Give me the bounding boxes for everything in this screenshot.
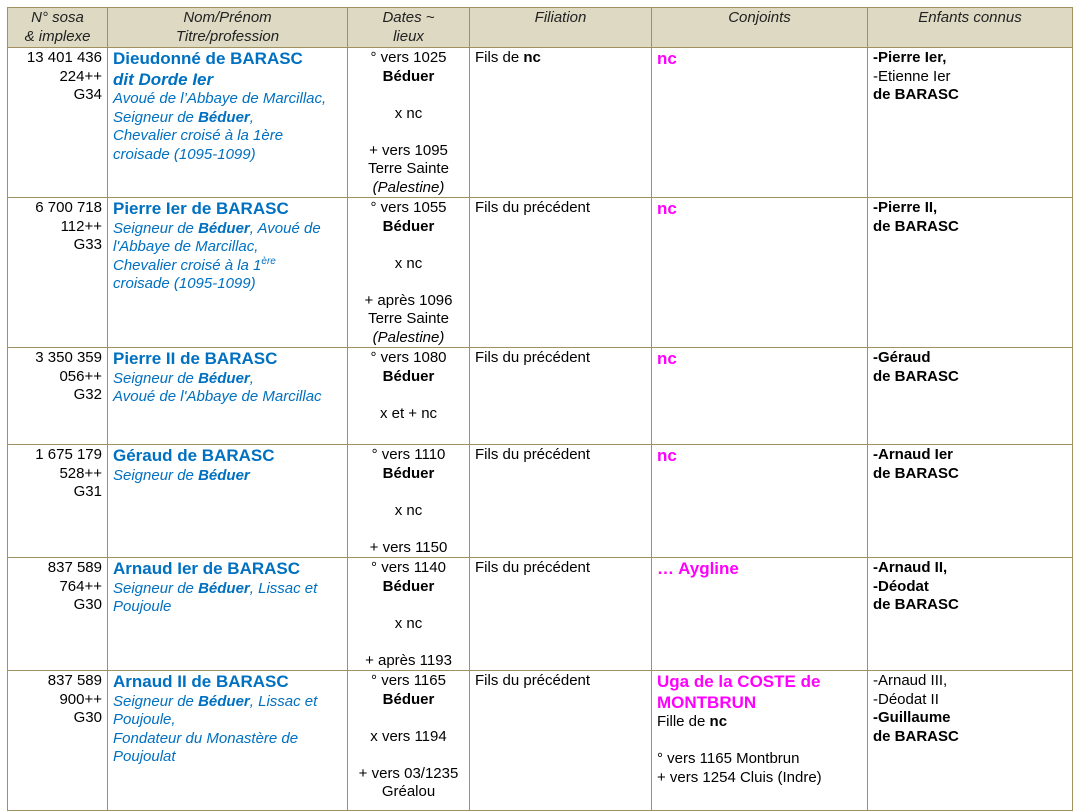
- conjoints-text: … Aygline: [657, 559, 739, 578]
- enfants-text: -Déodat II: [873, 690, 939, 708]
- dates-text: x nc: [394, 501, 423, 519]
- cell-sosa: [8, 671, 108, 811]
- dates-line: [353, 68, 464, 87]
- sosa-line: [13, 386, 102, 405]
- name-text: croisade (1095-1099): [113, 275, 256, 292]
- filiation-text: nc: [523, 49, 541, 66]
- name-text: , Avoué de: [249, 219, 321, 237]
- table-row: [8, 445, 1073, 558]
- dates-text: Béduer: [382, 577, 435, 595]
- sosa-line: [13, 559, 102, 578]
- conjoints-text: nc: [657, 349, 677, 368]
- dates-line: [353, 349, 464, 368]
- cell-conjoints: [652, 198, 868, 348]
- dates-line: [353, 329, 464, 348]
- conjoints-text: nc: [709, 713, 728, 730]
- dates-text: ° vers 1080: [370, 349, 447, 366]
- filiation-line: [475, 559, 646, 578]
- dates-line: [353, 368, 464, 387]
- sosa-text: G32: [73, 386, 102, 403]
- dates-line: [353, 652, 464, 671]
- header-name: [108, 8, 348, 48]
- dates-line: [353, 405, 464, 424]
- enfants-line: [873, 465, 1067, 484]
- name-text: Seigneur de: [113, 219, 199, 237]
- header-enfants-label: Enfants connus: [918, 9, 1022, 26]
- dates-text: Béduer: [382, 464, 435, 482]
- cell-sosa: [8, 558, 108, 671]
- enfants-text: -Pierre II,: [873, 199, 938, 216]
- header-name-line1: Nom/Prénom: [183, 9, 272, 26]
- dates-text: x nc: [394, 254, 423, 272]
- table-row: [8, 671, 1073, 811]
- dates-line: [353, 292, 464, 311]
- dates-line: [353, 728, 464, 747]
- enfants-line: [873, 349, 1067, 368]
- table-row: [8, 348, 1073, 445]
- header-conjoints: [652, 8, 868, 48]
- enfants-line: [873, 368, 1067, 387]
- conjoints-text: nc: [657, 446, 677, 465]
- cell-conjoints: [652, 445, 868, 558]
- dates-line: [353, 105, 464, 124]
- header-sosa-line1: N° sosa: [31, 9, 84, 26]
- enfants-text: -Arnaud III,: [873, 672, 948, 689]
- enfants-line: [873, 218, 1067, 237]
- cell-filiation: [470, 48, 652, 198]
- sosa-text: 3 350 359: [35, 349, 102, 366]
- dates-text: (Palestine): [372, 178, 445, 196]
- dates-line: [353, 49, 464, 68]
- dates-text: + après 1193: [365, 651, 452, 669]
- name-text: Poujoule,: [113, 711, 176, 728]
- dates-text: Béduer: [382, 67, 435, 85]
- sosa-text: 224++: [59, 67, 102, 85]
- enfants-text: de BARASC: [873, 727, 959, 745]
- name-text: ,: [249, 108, 254, 126]
- cell-enfants: [868, 445, 1073, 558]
- dates-line: [353, 633, 464, 652]
- dates-text: (Palestine): [372, 328, 445, 346]
- sosa-text: 837 589: [47, 559, 102, 576]
- sosa-text: 056++: [59, 367, 102, 385]
- name-text: Béduer: [198, 369, 250, 387]
- dates-text: ° vers 1025: [370, 49, 447, 66]
- cell-enfants: [868, 671, 1073, 811]
- dates-text: + vers 03/1235: [358, 764, 459, 782]
- sosa-line: [13, 709, 102, 728]
- name-line: [113, 711, 342, 730]
- name-line: [113, 238, 342, 257]
- sosa-text: 837 589: [47, 672, 102, 689]
- cell-sosa: [8, 48, 108, 198]
- enfants-text: de BARASC: [873, 86, 959, 103]
- dates-text: Terre Sainte: [368, 310, 449, 327]
- cell-name: [108, 445, 348, 558]
- table-row: [8, 198, 1073, 348]
- dates-text: + après 1096: [364, 291, 453, 309]
- header-dates-line1: Dates ~: [382, 9, 435, 26]
- cell-dates: [348, 671, 470, 811]
- name-line: [113, 672, 342, 693]
- conjoints-text: Fille de: [657, 713, 710, 730]
- header-filiation-label: Filiation: [534, 9, 587, 26]
- name-line: [113, 693, 342, 712]
- cell-dates: [348, 348, 470, 445]
- dates-text: x nc: [394, 104, 423, 122]
- conjoints-line: [657, 199, 862, 220]
- filiation-line: [475, 349, 646, 368]
- filiation-text: Fils du précédent: [475, 672, 591, 689]
- sosa-line: [13, 672, 102, 691]
- name-text: Seigneur de: [113, 692, 199, 710]
- header-dates: [348, 8, 470, 48]
- sosa-text: 13 401 436: [26, 49, 102, 66]
- name-text: Béduer: [198, 579, 250, 597]
- enfants-line: [873, 559, 1067, 578]
- name-line: [113, 446, 342, 467]
- name-text: l'Abbaye de Marcillac,: [113, 238, 259, 255]
- name-text: Pierre Ier de BARASC: [113, 199, 289, 218]
- name-line: [113, 467, 342, 486]
- sosa-line: [13, 596, 102, 615]
- name-line: [113, 70, 342, 91]
- conjoints-text: MONTBRUN: [657, 692, 757, 712]
- dates-line: [353, 691, 464, 710]
- dates-text: ° vers 1140: [371, 559, 446, 576]
- conjoints-line: [657, 713, 862, 732]
- table-body: [8, 48, 1073, 811]
- name-line: [113, 349, 342, 370]
- cell-conjoints: [652, 558, 868, 671]
- enfants-line: [873, 49, 1067, 68]
- conjoints-text: + vers 1254 Cluis (Indre): [657, 768, 822, 786]
- name-line: [113, 388, 342, 407]
- name-text: Poujoulat: [113, 748, 176, 765]
- name-text: Poujoule: [113, 598, 172, 615]
- name-line: [113, 127, 342, 146]
- name-line: [113, 598, 342, 617]
- dates-line: [353, 559, 464, 578]
- sosa-line: [13, 349, 102, 368]
- sosa-text: G31: [73, 483, 102, 500]
- dates-text: + vers 1095: [369, 141, 448, 159]
- name-line: [113, 199, 342, 220]
- conjoints-line: [657, 446, 862, 467]
- cell-dates: [348, 48, 470, 198]
- dates-line: [353, 709, 464, 728]
- name-line: [113, 220, 342, 239]
- dates-line: [353, 179, 464, 198]
- dates-line: [353, 86, 464, 105]
- dates-line: [353, 765, 464, 784]
- cell-enfants: [868, 48, 1073, 198]
- table-row: [8, 48, 1073, 198]
- dates-line: [353, 123, 464, 142]
- cell-enfants: [868, 558, 1073, 671]
- name-text: ,: [249, 369, 254, 387]
- cell-name: [108, 348, 348, 445]
- name-text: Dieudonné de BARASC: [113, 49, 303, 68]
- header-enfants: [868, 8, 1073, 48]
- name-text: Seigneur de: [113, 369, 199, 387]
- enfants-line: [873, 68, 1067, 87]
- conjoints-line: [657, 559, 862, 580]
- sosa-line: [13, 236, 102, 255]
- dates-line: [353, 273, 464, 292]
- dates-text: Béduer: [382, 367, 435, 385]
- enfants-text: -Etienne Ier: [873, 67, 951, 85]
- name-text: Fondateur du Monastère de: [113, 729, 299, 747]
- conjoints-line: [657, 732, 862, 751]
- enfants-text: -Géraud: [873, 349, 931, 366]
- name-text: Pierre II de BARASC: [113, 349, 278, 368]
- cell-sosa: [8, 198, 108, 348]
- name-line: [113, 257, 342, 276]
- dates-text: ° vers 1110: [371, 446, 446, 463]
- cell-filiation: [470, 558, 652, 671]
- name-text: Seigneur de: [113, 579, 199, 597]
- cell-name: [108, 671, 348, 811]
- sosa-text: G30: [73, 709, 102, 726]
- sosa-line: [13, 446, 102, 465]
- filiation-text: Fils du précédent: [475, 349, 591, 366]
- name-text: Avoué de l’Abbaye de Marcillac,: [113, 90, 327, 107]
- header-sosa: [8, 8, 108, 48]
- cell-conjoints: [652, 671, 868, 811]
- enfants-text: -Pierre Ier,: [873, 49, 947, 66]
- sosa-text: G34: [73, 86, 102, 103]
- name-text: Béduer: [198, 108, 250, 126]
- name-line: [113, 109, 342, 128]
- dates-text: Béduer: [382, 690, 435, 708]
- enfants-text: -Guillaume: [873, 709, 951, 726]
- enfants-text: -Déodat: [873, 577, 929, 595]
- cell-filiation: [470, 198, 652, 348]
- cell-filiation: [470, 445, 652, 558]
- name-line: [113, 146, 342, 165]
- sosa-line: [13, 691, 102, 710]
- cell-sosa: [8, 445, 108, 558]
- conjoints-line: [657, 769, 862, 788]
- cell-sosa: [8, 348, 108, 445]
- filiation-line: [475, 199, 646, 218]
- dates-line: [353, 746, 464, 765]
- dates-line: [353, 596, 464, 615]
- sosa-text: 1 675 179: [35, 446, 102, 463]
- name-text: Seigneur de: [113, 108, 199, 126]
- conjoints-text: nc: [657, 199, 677, 218]
- header-filiation: [470, 8, 652, 48]
- name-text: ère: [261, 255, 276, 267]
- dates-text: Béduer: [382, 217, 435, 235]
- conjoints-text: nc: [657, 49, 677, 68]
- sosa-line: [13, 68, 102, 87]
- name-line: [113, 90, 342, 109]
- sosa-line: [13, 578, 102, 597]
- dates-line: [353, 578, 464, 597]
- sosa-text: 6 700 718: [35, 199, 102, 216]
- dates-line: [353, 672, 464, 691]
- enfants-line: [873, 691, 1067, 710]
- enfants-text: de BARASC: [873, 464, 959, 482]
- sosa-line: [13, 199, 102, 218]
- conjoints-line: [657, 750, 862, 769]
- dates-line: [353, 502, 464, 521]
- enfants-text: de BARASC: [873, 596, 959, 613]
- cell-enfants: [868, 198, 1073, 348]
- dates-line: [353, 386, 464, 405]
- name-line: [113, 49, 342, 70]
- sosa-text: 900++: [59, 690, 102, 708]
- conjoints-line: [657, 49, 862, 70]
- cell-name: [108, 558, 348, 671]
- name-line: [113, 748, 342, 767]
- dates-text: x nc: [394, 614, 423, 632]
- name-text: Béduer: [198, 692, 250, 710]
- filiation-line: [475, 446, 646, 465]
- dates-text: Gréalou: [381, 783, 436, 800]
- conjoints-line: [657, 693, 862, 714]
- filiation-line: [475, 672, 646, 691]
- genealogy-table: [7, 7, 1073, 811]
- name-line: [113, 730, 342, 749]
- sosa-text: 112++: [60, 217, 102, 235]
- enfants-text: de BARASC: [873, 367, 959, 385]
- enfants-line: [873, 728, 1067, 747]
- filiation-text: Fils de: [475, 49, 524, 66]
- enfants-line: [873, 446, 1067, 465]
- cell-dates: [348, 558, 470, 671]
- enfants-line: [873, 578, 1067, 597]
- dates-line: [353, 160, 464, 179]
- cell-dates: [348, 198, 470, 348]
- enfants-line: [873, 672, 1067, 691]
- conjoints-line: [657, 672, 862, 693]
- dates-line: [353, 310, 464, 329]
- table-row: [8, 558, 1073, 671]
- filiation-line: [475, 49, 646, 68]
- sosa-line: [13, 483, 102, 502]
- dates-line: [353, 218, 464, 237]
- header-row: [8, 8, 1073, 48]
- name-text: Arnaud Ier de BARASC: [113, 559, 301, 578]
- conjoints-text: ° vers 1165 Montbrun: [657, 750, 800, 767]
- enfants-line: [873, 596, 1067, 615]
- sosa-line: [13, 218, 102, 237]
- dates-text: + vers 1150: [369, 538, 448, 556]
- dates-text: x vers 1194: [370, 727, 447, 745]
- name-text: Géraud de BARASC: [113, 446, 275, 465]
- filiation-text: Fils du précédent: [475, 446, 591, 463]
- dates-line: [353, 255, 464, 274]
- dates-line: [353, 483, 464, 502]
- dates-line: [353, 520, 464, 539]
- conjoints-line: [657, 349, 862, 370]
- header-dates-line2: lieux: [393, 27, 424, 45]
- header-sosa-line2: & implexe: [24, 27, 91, 45]
- dates-line: [353, 465, 464, 484]
- dates-text: ° vers 1165: [371, 672, 446, 689]
- cell-enfants: [868, 348, 1073, 445]
- dates-text: ° vers 1055: [370, 199, 447, 216]
- name-text: Béduer: [198, 219, 250, 237]
- dates-line: [353, 539, 464, 558]
- cell-name: [108, 198, 348, 348]
- cell-conjoints: [652, 48, 868, 198]
- enfants-text: de BARASC: [873, 217, 959, 235]
- enfants-line: [873, 199, 1067, 218]
- name-line: [113, 559, 342, 580]
- filiation-text: Fils du précédent: [475, 199, 591, 216]
- name-text: dit Dorde Ier: [113, 69, 214, 89]
- dates-text: x et + nc: [379, 404, 438, 422]
- sosa-text: 528++: [59, 464, 102, 482]
- cell-conjoints: [652, 348, 868, 445]
- name-line: [113, 370, 342, 389]
- conjoints-text: Uga de la COSTE de: [657, 672, 821, 691]
- header-conjoints-label: Conjoints: [728, 9, 791, 26]
- dates-line: [353, 615, 464, 634]
- dates-text: Terre Sainte: [368, 160, 449, 177]
- name-text: Avoué de l'Abbaye de Marcillac: [113, 388, 322, 405]
- dates-line: [353, 783, 464, 802]
- cell-filiation: [470, 671, 652, 811]
- cell-name: [108, 48, 348, 198]
- name-text: Arnaud II de BARASC: [113, 672, 289, 691]
- name-line: [113, 275, 342, 294]
- cell-filiation: [470, 348, 652, 445]
- sosa-text: 764++: [59, 577, 102, 595]
- enfants-text: -Arnaud II,: [873, 559, 948, 576]
- name-text: Chevalier croisé à la 1ère: [113, 127, 284, 144]
- name-text: Béduer: [198, 466, 250, 484]
- sosa-text: G33: [73, 236, 102, 253]
- enfants-line: [873, 86, 1067, 105]
- name-text: Seigneur de: [113, 466, 199, 484]
- enfants-text: -Arnaud Ier: [873, 446, 954, 463]
- sosa-line: [13, 465, 102, 484]
- filiation-text: Fils du précédent: [475, 559, 591, 576]
- sosa-line: [13, 49, 102, 68]
- name-text: , Lissac et: [249, 692, 318, 710]
- dates-line: [353, 236, 464, 255]
- enfants-line: [873, 709, 1067, 728]
- sosa-line: [13, 86, 102, 105]
- name-text: , Lissac et: [249, 579, 318, 597]
- cell-dates: [348, 445, 470, 558]
- name-line: [113, 580, 342, 599]
- name-text: croisade (1095-1099): [113, 145, 256, 163]
- dates-line: [353, 446, 464, 465]
- dates-line: [353, 142, 464, 161]
- header-name-line2: Titre/profession: [175, 27, 280, 45]
- sosa-text: G30: [73, 596, 102, 613]
- sosa-line: [13, 368, 102, 387]
- name-text: Chevalier croisé à la 1: [113, 256, 262, 274]
- dates-line: [353, 199, 464, 218]
